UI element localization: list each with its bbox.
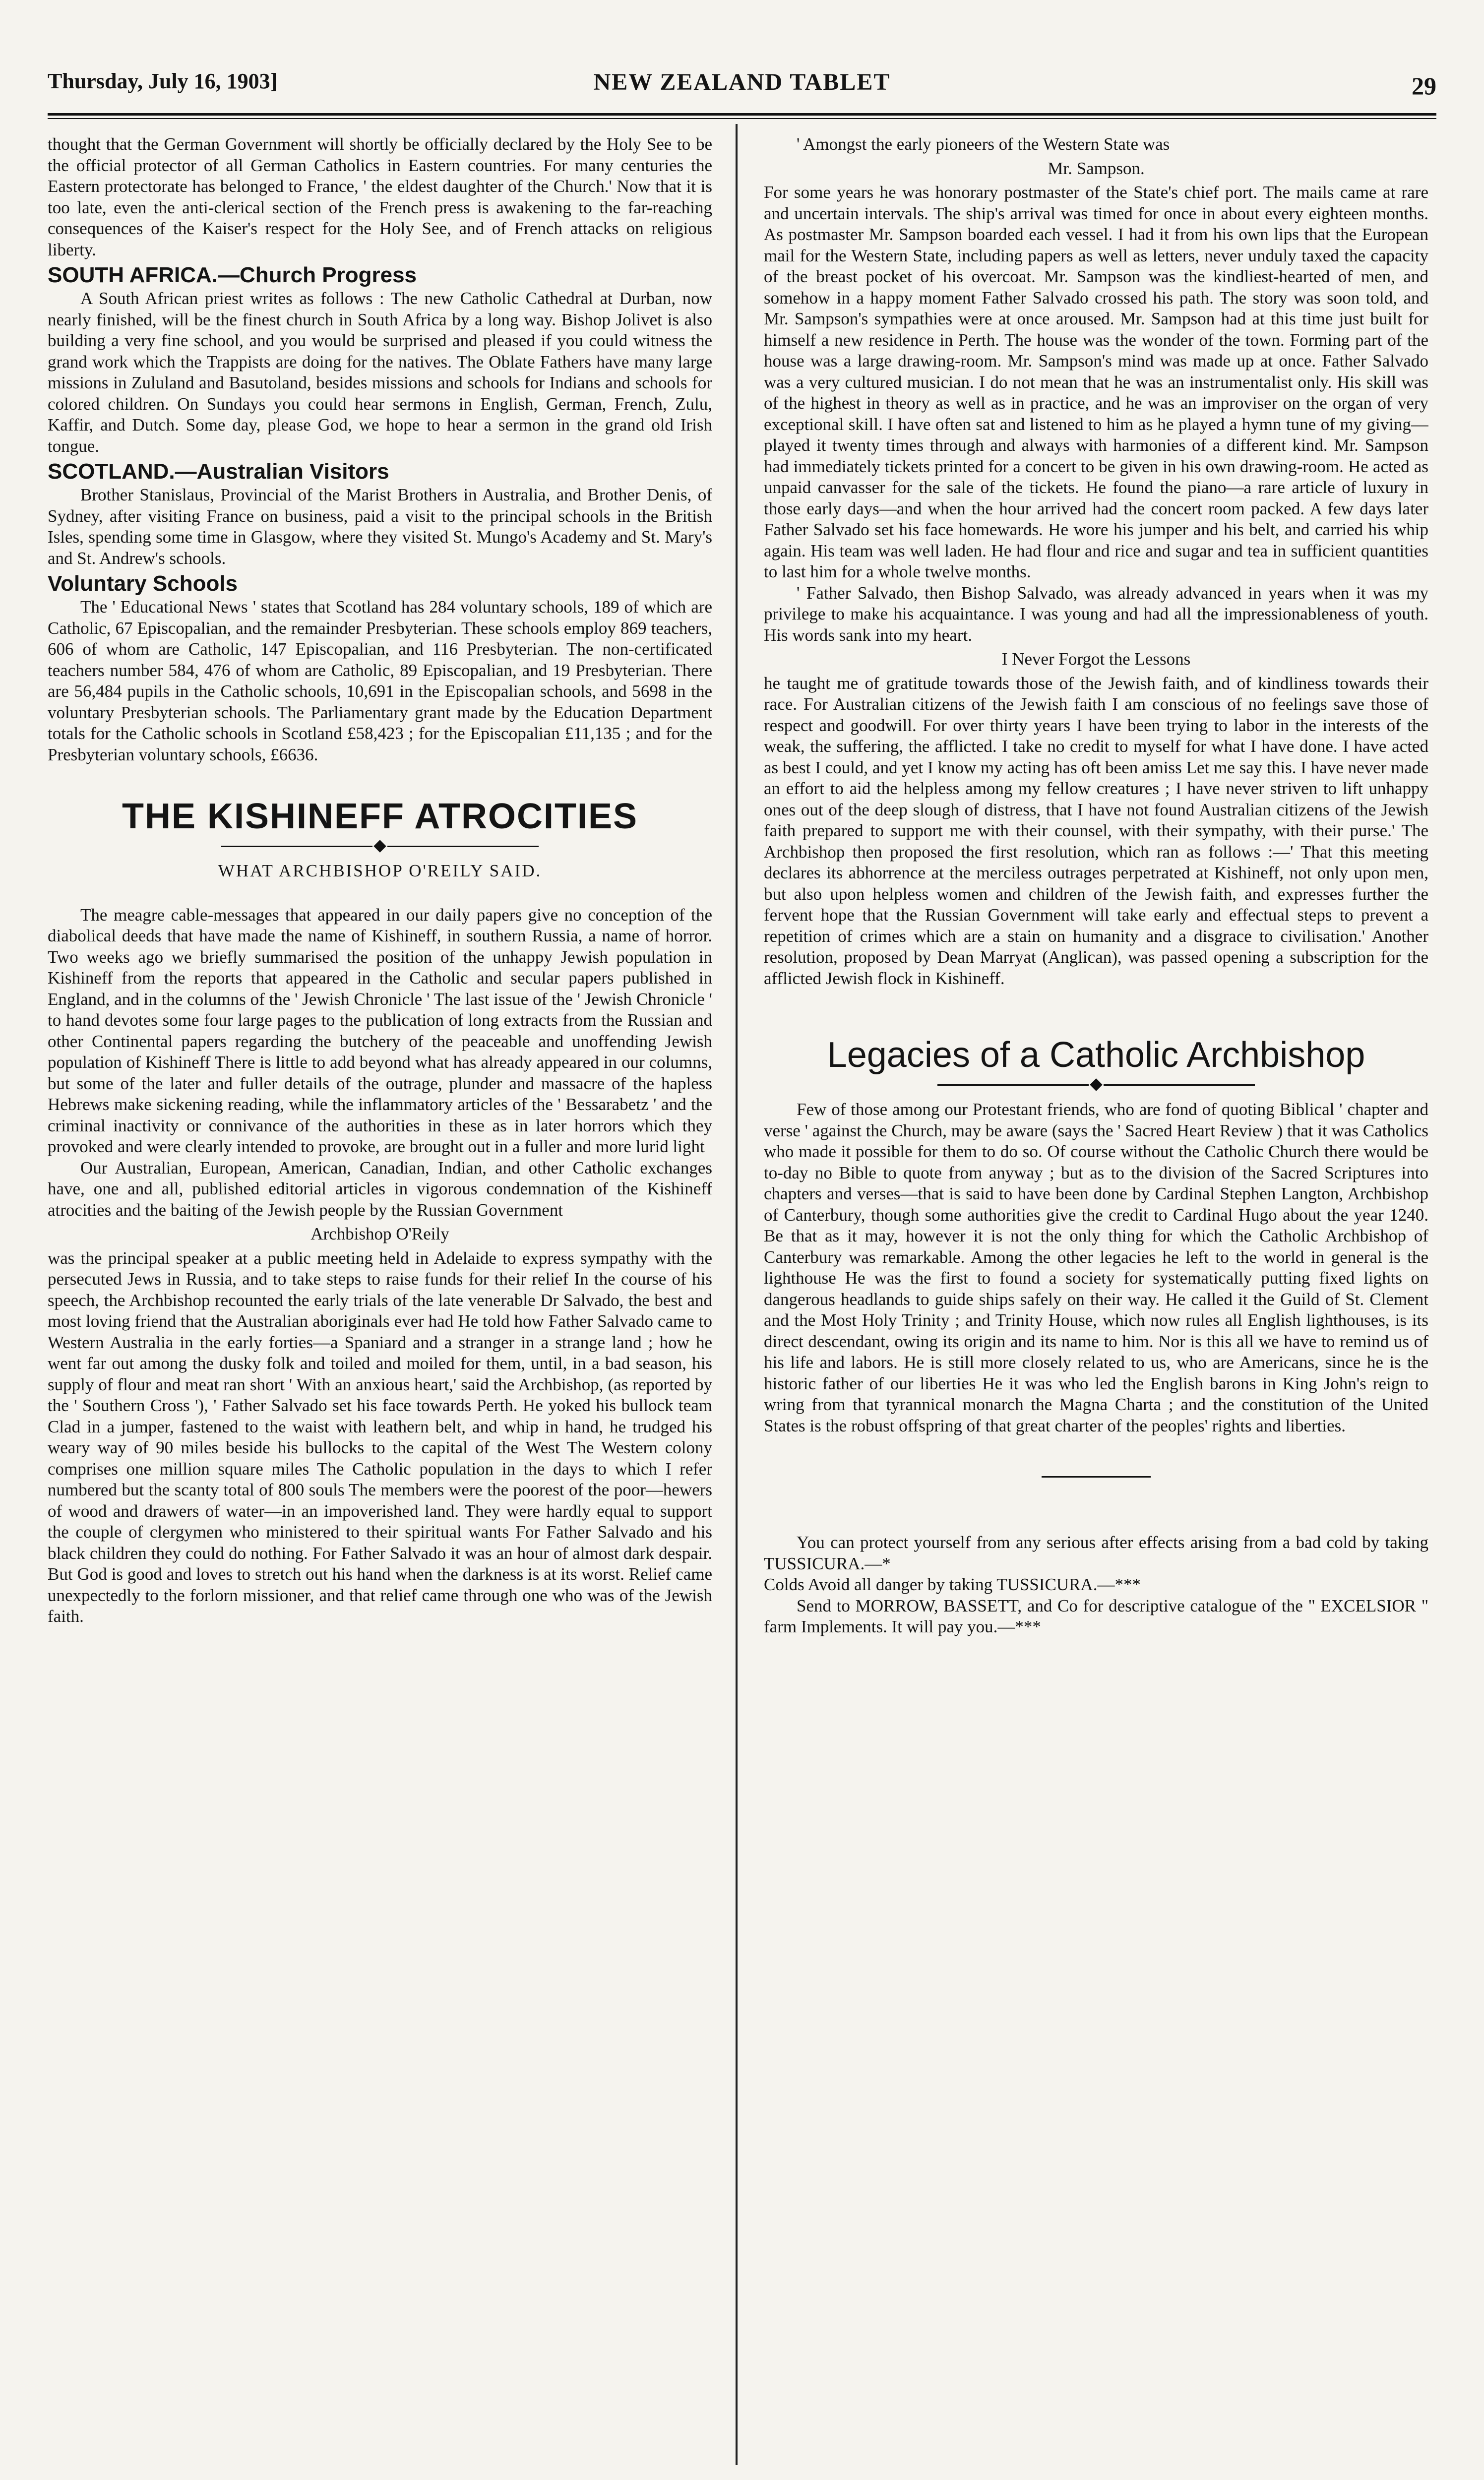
paragraph-scotland: Brother Stanislaus, Provincial of the Marist Brothers in Australia, and Brother Denis, of Sydney, after visiting France on business, paid a visit to the principal schools in the British Isles, spending some time in Glasgow, where they visited St. Mungo's Academy and St. Mary's and St. Andrew's schools. (48, 485, 712, 568)
advert-tussicura: You can protect yourself from any serious after effects arising from a bad cold by taking TUSSICURA.—* (764, 1533, 1428, 1573)
title-ornament-legacies (937, 1080, 1255, 1089)
masthead-rule (48, 113, 1436, 116)
left-column (48, 134, 712, 2460)
paragraph-lessons: he taught me of gratitude towards those of the Jewish faith, and of kindliness towards their race. For Australian citizens of the Jewish faith I am conscious of no feelings save those of respect and goodwill. For over thirty years I have been trying to labor in the interests of the weak, the suffering, the afflicted. I take no credit to myself for what I have done. I have acted as best I could, and yet I know my acting has oft been amiss Let me say this. I have never made an effort to aid the helpless among my fellow creatures ; I have never striven to lift unhappy ones out of the deep slough of distress, that I have not found Australian citizens of the Jewish faith prepared to support me with their counsel, with their sympathy, with their purse.' The Archbishop then proposed the first resolution, which ran as follows :—' That this meeting declares its abhorrence at the merciless outrages perpetrated at Kishineff, not only upon men, but also upon helpless women and children of the Jewish faith, and expresses further the fervent hope that the Russian Government will take early and effectual steps to prevent a repetition of crimes which are a stain on humanity and a disgrace to civilisation.' Another resolution, proposed by Dean Marryat (Anglican), was passed opening a subscription for the afflicted Jewish flock in Kishineff. (764, 673, 1428, 988)
masthead-title: NEW ZEALAND TABLET (593, 69, 891, 95)
paragraph-voluntary-schools: The ' Educational News ' states that Scotland has 284 voluntary schools, 189 of which are Catholic, 67 Episcopalian, and the remainder Presbyterian. These schools employ 869 teachers, 606 of whom are Catholic, 147 Episcopalian, and 116 Presbyterian. The non-certificated teachers number 584, 476 of whom are Catholic, 89 Episcopalian, and 19 Presbyterian. There are 56,484 pupils in the Catholic schools, 10,691 in the Episcopalian schools, and 5698 in the voluntary Presbyterian schools. The Parliamentary grant made by the Education Department totals for the Catholic schools in Scotland £58,423 ; for the Episcopalian £11,135 ; and for the Presbyterian voluntary schools, £6636. (48, 597, 712, 764)
heading-scotland: SCOTLAND.—Australian Visitors (48, 459, 389, 484)
paragraph-pioneers: ' Amongst the early pioneers of the Western State was (797, 134, 1170, 154)
masthead-rule-thin (48, 118, 1436, 119)
masthead (48, 68, 1436, 108)
right-column (764, 134, 1428, 2460)
article-subtitle-kishineff: WHAT ARCHBISHOP O'REILY SAID. (218, 861, 542, 880)
paragraph-south-africa: A South African priest writes as follows : The new Catholic Cathedral at Durban, now nearly finished, will be the finest church in South Africa by a long way. Bishop Jolivet is also building a very fine school, and you would be surprised and pleased if you could witness the grand work which the Trappists are doing for the natives. The Oblate Fathers have many large missions in Zululand and Basutoland, besides missions and schools for Indians and schools for colored children. On Sundays you could hear sermons in English, German, French, Zulu, Kaffir, and Dutch. Some day, please God, we hope to hear a sermon in the grand old Irish tongue. (48, 289, 712, 456)
subheading-archbishop: Archbishop O'Reily (310, 1224, 449, 1243)
article-title-legacies: Legacies of a Catholic Archbishop (827, 1035, 1365, 1075)
masthead-date: Thursday, July 16, 1903] (48, 69, 278, 93)
paragraph-bishop-salvado: ' Father Salvado, then Bishop Salvado, was already advanced in years when it was my privilege to make his acquaintance. I was young and had all the impressionableness of youth. His words sank into my heart. (764, 583, 1428, 645)
heading-south-africa: SOUTH AFRICA.—Church Progress (48, 263, 417, 287)
advert-morrow-bassett: Send to MORROW, BASSETT, and Co for descriptive catalogue of the " EXCELSIOR " farm Implements. It will pay you.—*** (764, 1596, 1428, 1636)
paragraph-legacies: Few of those among our Protestant friends, who are fond of quoting Biblical ' chapter and verse ' against the Church, may be aware (says the ' Sacred Heart Review ) that it was Catholics who made it possible for them to do so. Of course without the Catholic Church there would be to-day no Bible to quote from anyway ; but as to the division of the Sacred Scriptures into chapters and verses—that is said to have been done by Cardinal Stephen Langton, Archbishop of Canterbury, though some authorities give the credit to Cardinal Hugo about the year 1240. Be that as it may, however it is not the only thing for which the Catholic Archbishop of Canterbury was remarkable. Among the other legacies he left to the world in general is the lighthouse He was the first to found a society for systematically putting fixed lights on dangerous headlands to guide ships safely on their way. He called it the Guild of St. Clement and the Most Holy Trinity ; and Trinity House, which now rules all English lighthouses, is its direct descendant, owing its origin and its name to him. Nor is this all we have to remind us of his life and labors. He is still more closely related to us, who are Americans, since he is the historic father of our liberties He it was who led the English barons in King John's reign to wring from that tyrannical monarch the Magna Charta ; and the constitution of the United States is the robust offspring of that great charter of the peoples' rights and liberties. (764, 1100, 1428, 1435)
paragraph-kishineff-2: Our Australian, European, American, Canadian, Indian, and other Catholic exchanges have, one and all, published editorial articles in vigorous condemnation of the Kishineff atrocities and the baiting of the Jewish people by the Russian Government (48, 1158, 712, 1220)
paragraph-sampson: For some years he was honorary postmaster of the State's chief port. The mails came at rare and uncertain intervals. The ship's arrival was timed for once in about every eighteen months. As postmaster Mr. Sampson boarded each vessel. I had it from his own lips that the European mail for the Western State, including papers as well as letters, never unduly taxed the capacity of the breast pocket of his overcoat. Mr. Sampson was the kindliest-hearted of men, and somehow in a happy moment Father Salvado crossed his path. The story was soon told, and Mr. Sampson's sympathies were at once aroused. Mr. Sampson had at this time just built for himself a new residence in Perth. The house was the wonder of the town. Forming part of the house was a large drawing-room. Mr. Sampson's mind was made up at once. Father Salvado was a very cultured musician. I do not mean that he was an instrumentalist only. His skill was of the highest in theory as well as in practice, and he was an improviser on the organ of very exceptional skill. I have often sat and listened to him as he played a hymn tune of my giving—played it twenty times through and always with harmonies of a different kind. Mr. Sampson had immediately tickets printed for a concert to be given in his own drawing-room. He acted as unpaid canvasser for the sale of the tickets. He found the piano—a rare article of luxury in those early days—and when the hour arrived had the concert room packed. A few days later Father Salvado set his face homewards. He wore his jumper and his belt, and carried his whip again. His team was well laden. He had flour and rice and sugar and tea in sufficient quantities to last him for a whole twelve months. (764, 183, 1428, 581)
advert-colds: Colds Avoid all danger by taking TUSSICURA.—*** (764, 1575, 1141, 1594)
paragraph-kishineff-1: The meagre cable-messages that appeared in our daily papers give no conception of the diabolical deeds that have made the name of Kishineff, in southern Russia, a name of horror. Two weeks ago we briefly summarised the position of the unhappy Jewish population in Kishineff from the reports that appeared in the Catholic and secular papers published in England, and in the columns of the ' Jewish Chronicle ' The last issue of the ' Jewish Chronicle ' to hand devotes some four large pages to the publication of long extracts from the Russian and other Continental papers regarding the butchery of the peaceable and unoffending Jewish population of Kishineff There is little to add beyond what has already appeared in our columns, but some of the later and fuller details of the outrage, plunder and massacre of the hapless Hebrews make sickening reading, while the inflammatory articles of the ' Bessarabetz ' and the criminal inactivity or connivance of the authorities in these as in later horrors which they provoked and were clearly intended to provoke, are brought out in a fuller and more lurid light (48, 905, 712, 1156)
paragraph-kishineff-3: was the principal speaker at a public meeting held in Adelaide to express sympathy with the persecuted Jews in Russia, and to take steps to raise funds for their relief In the course of his speech, the Archbishop recounted the early trials of the late venerable Dr Salvado, the best and most loving friend that the Australian aboriginals ever had He told how Father Salvado came to Western Australia in the early forties—a Spaniard and a stranger in a strange land ; how he went far out among the dusky folk and toiled and moiled for them, until, in a bad season, his supply of flour and meat ran short ' With an anxious heart,' said the Archbishop, (as reported by the ' Southern Cross '), ' Father Salvado set his face towards Perth. He yoked his bullock team Clad in a jumper, fastened to the waist with leathern belt, and whip in hand, he trudged his weary way of 90 miles beside his bullocks to the capital of the West The Western colony comprises one million square miles The Catholic population in the days to which I refer numbered but the scanty total of 800 souls The members were the poorest of the poor—hewers of wood and drawers of water—in an impoverished land. They were hardly equal to support the couple of clergymen who ministered to their spiritual wants For Father Salvado and his black children they could do nothing. For Father Salvado it was an hour of almost dark despair. But God is good and loves to stretch out his hand when the darkness is at its worst. Relief came unexpectedly to the forlorn missioner, and that relief came through one who was of the Jewish faith. (48, 1248, 712, 1626)
subheading-lessons: I Never Forgot the Lessons (1001, 649, 1191, 669)
heading-voluntary-schools: Voluntary Schools (48, 571, 238, 596)
title-ornament (221, 842, 539, 851)
article-title-kishineff: THE KISHINEFF ATROCITIES (122, 797, 638, 836)
section-rule (1042, 1476, 1151, 1478)
paragraph-german-protectorate: thought that the German Government will shortly be officially declared by the Holy See to be the official protector of all German Catholics in Eastern countries. For many centuries the Eastern protectorate has belonged to France, ' the eldest daughter of the Church.' Now that it is too late, even the anti-clerical section of the French press is awakening to the far-reaching consequences of the Kaiser's respect for the Holy See, and of French attacks on religious liberty. (48, 134, 712, 259)
column-divider (736, 124, 738, 2465)
subheading-sampson: Mr. Sampson. (1048, 158, 1145, 178)
page-number: 29 (1412, 72, 1436, 100)
